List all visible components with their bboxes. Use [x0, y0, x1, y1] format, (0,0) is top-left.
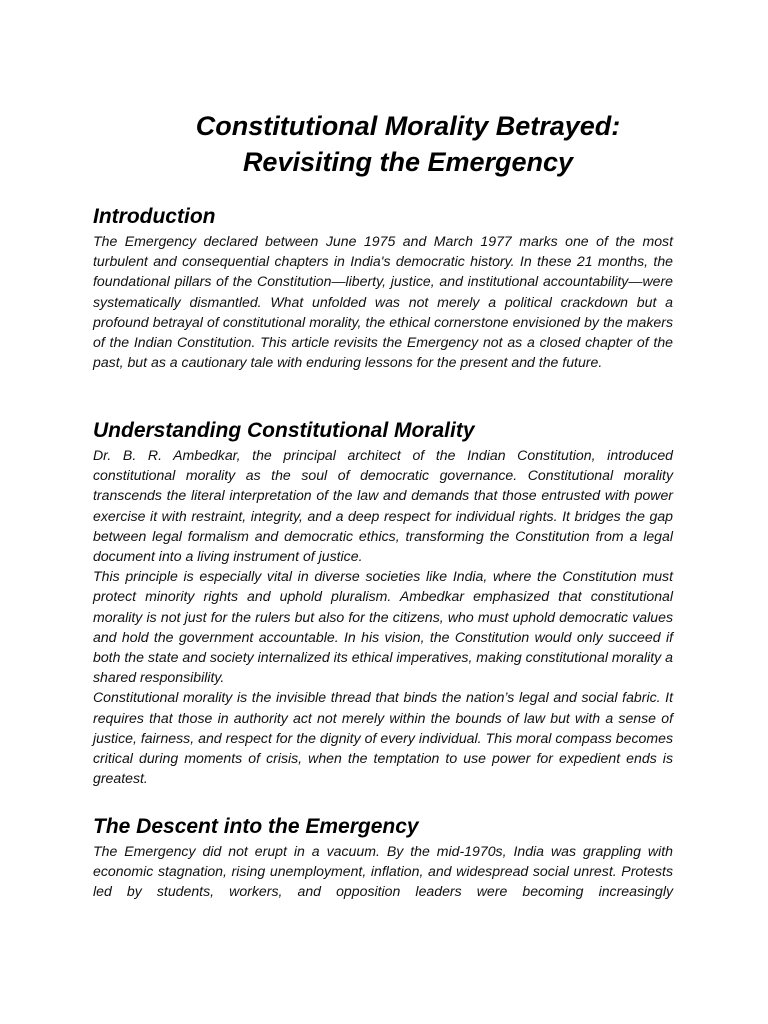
section-heading: The Descent into the Emergency: [93, 815, 419, 838]
section-heading: Introduction: [93, 205, 216, 228]
paragraph: The Emergency did not erupt in a vacuum. By the mid-1970s, India was grappling with economic stagnation, rising unemployment, inflation, and widespread social unrest. Protests led by students, workers, and opposition leaders were becoming increasingly: [93, 843, 673, 900]
paragraph: Dr. B. R. Ambedkar, the principal architect of the Indian Constitution, introduced constitutional morality as the soul of democratic governance. Constitutional morality transcends the literal interpretation of the law and demands that those entrusted with power exercise it with restraint, integrity, and a deep respect for individual rights. It bridges the gap between legal formalism and democratic ethics, transforming the Constitution from a legal document into a living instrument of justice.: [93, 447, 673, 565]
document-title-line-1: Constitutional Morality Betrayed:: [195, 111, 621, 141]
section-heading: Understanding Constitutional Morality: [93, 419, 475, 442]
document-title-line-2: Revisiting the Emergency: [242, 147, 574, 177]
document-title: [140, 108, 676, 180]
section-descent-into-emergency: [93, 813, 673, 902]
paragraph: This principle is especially vital in diverse societies like India, where the Constitution must protect minority rights and uphold pluralism. Ambedkar emphasized that constitutional morality is not just for the rulers but also for the citizens, who must uphold democratic values and hold the government accountable. In his vision, the Constitution would only succeed if both the state and society internalized its ethical imperatives, making constitutional morality a shared responsibility.: [93, 568, 673, 686]
section-introduction: [93, 203, 673, 372]
section-understanding-constitutional-morality: [93, 417, 673, 788]
paragraph: The Emergency declared between June 1975 and March 1977 marks one of the most turbulent and consequential chapters in India's democratic history. In these 21 months, the foundational pillars of the Constitution—liberty, justice, and institutional accountability—were systematically dismantled. What unfolded was not merely a political crackdown but a profound betrayal of constitutional morality, the ethical cornerstone envisioned by the makers of the Indian Constitution. This article revisits the Emergency not as a closed chapter of the past, but as a cautionary tale with enduring lessons for the present and the future.: [93, 233, 673, 371]
paragraph: Constitutional morality is the invisible thread that binds the nation’s legal and social fabric. It requires that those in authority act not merely within the bounds of law but with a sense of justice, fairness, and respect for the dignity of every individual. This moral compass becomes critical during moments of crisis, when the temptation to use power for expedient ends is greatest.: [93, 689, 673, 787]
